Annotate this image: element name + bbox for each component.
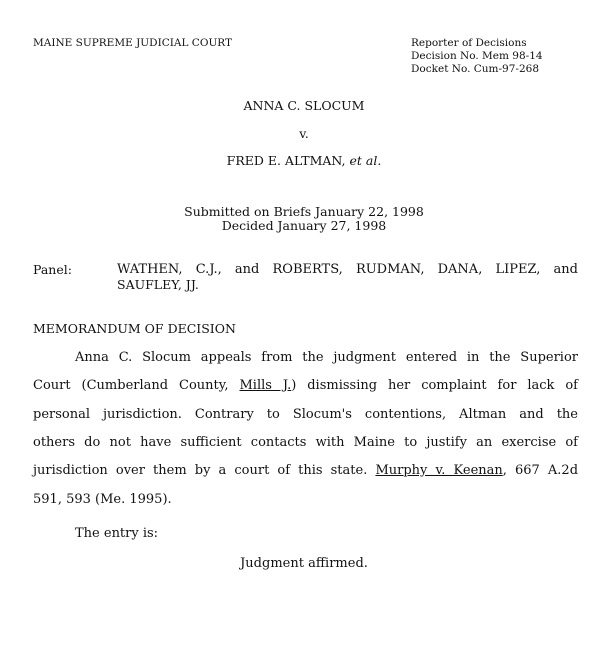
et-al: et al. bbox=[349, 153, 382, 168]
decided-date: Decided January 27, 1998 bbox=[221, 218, 387, 233]
entry-label: The entry is: bbox=[75, 526, 159, 541]
reporter-label: Reporter of Decisions bbox=[411, 37, 527, 49]
text: jurisdiction over them by a court of this state. bbox=[33, 463, 368, 478]
court-name: MAINE SUPREME JUDICIAL COURT bbox=[33, 37, 233, 49]
case-citation: Murphy v. Keenan bbox=[375, 463, 503, 478]
judge-citation: Mills J. bbox=[239, 378, 292, 393]
body-line: personal jurisdiction. Contrary to Slocum's contentions, Altman and the bbox=[33, 407, 578, 422]
body-line: Anna C. Slocum appeals from the judgment entered in the Superior bbox=[75, 350, 578, 365]
plaintiff-name: ANNA C. SLOCUM bbox=[243, 98, 365, 113]
judgment: Judgment affirmed. bbox=[240, 556, 368, 571]
versus: v. bbox=[299, 126, 309, 141]
memorandum-heading: MEMORANDUM OF DECISION bbox=[33, 321, 236, 336]
defendant-name bbox=[0, 154, 608, 168]
panel-line-1: WATHEN, C.J., and ROBERTS, RUDMAN, DANA, LIPEZ, and bbox=[117, 262, 578, 277]
body-line bbox=[33, 379, 578, 393]
body-line-last: 591, 593 (Me. 1995). bbox=[33, 492, 172, 507]
decision-number: Decision No. Mem 98-14 bbox=[411, 50, 543, 62]
body-line: others do not have sufficient contacts with Maine to justify an exercise of bbox=[33, 435, 578, 450]
panel-label: Panel: bbox=[33, 262, 72, 277]
text: , 667 A.2d bbox=[502, 463, 579, 478]
docket-number: Docket No. Cum-97-268 bbox=[411, 63, 540, 75]
text: ) dismissing her complaint for lack of bbox=[291, 378, 578, 393]
defendant: FRED E. ALTMAN, bbox=[226, 153, 346, 168]
body-line bbox=[33, 464, 578, 478]
panel-line-2: SAUFLEY, JJ. bbox=[117, 277, 199, 292]
submitted-date: Submitted on Briefs January 22, 1998 bbox=[184, 204, 424, 219]
text: Court (Cumberland County, bbox=[33, 378, 229, 393]
